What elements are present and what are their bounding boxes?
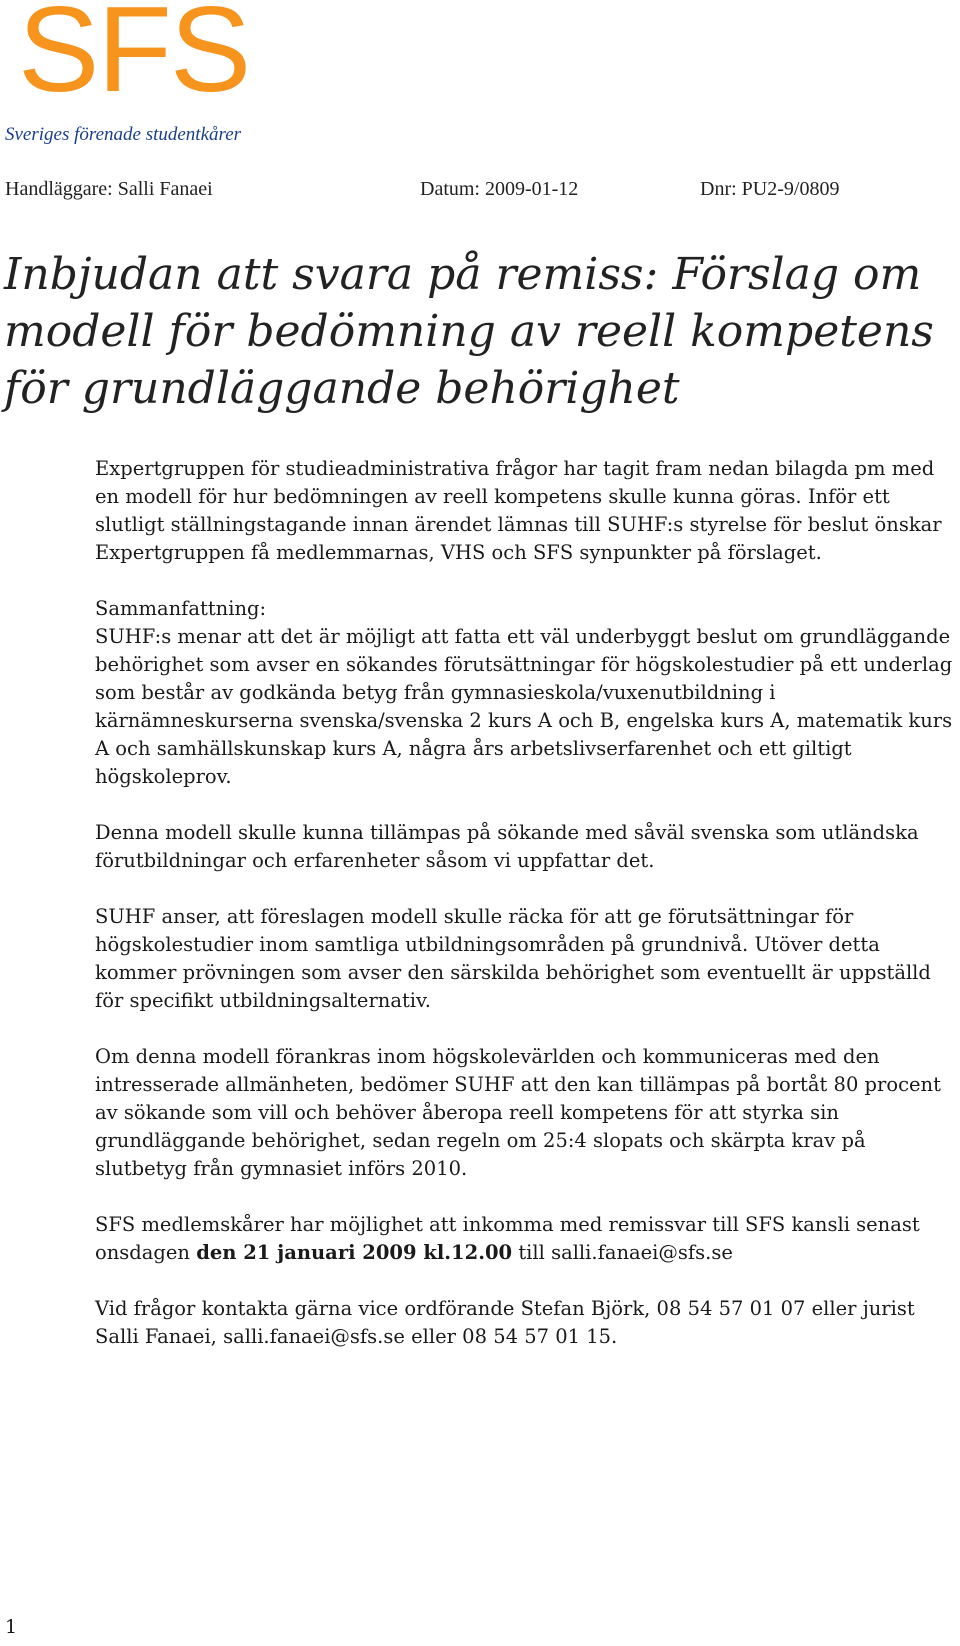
summary-paragraph: SUHF:s menar att det är möjligt att fatta ett väl underbyggt beslut om grundläggande behörighet som avser en sökandes förutsättningar för högskolestudier på ett underlag som består av godkända betyg från gymnasieskola/vuxenutbildning i kärnämneskurserna svenska/svenska 2 kurs A och B, engelska kurs A, matematik kurs A och samhällskunskap kurs A, några års arbetslivserfarenhet och ett giltigt högskoleprov. <box>95 625 953 788</box>
page-number: 1 <box>5 1616 18 1638</box>
deadline-paragraph <box>95 1211 955 1267</box>
handler-field: Handläggare: Salli Fanaei <box>5 178 213 200</box>
organization-name: Sveriges förenade studentkårer <box>5 124 242 145</box>
anchoring-paragraph: Om denna modell förankras inom högskolevärlden och kommuniceras med den intresserade allmänheten, bedömer SUHF att den kan tillämpas på bortåt 80 procent av sökande som vill och behöver åberopa reell kompetens för att styrka sin grundläggande behörighet, sedan regeln om 25:4 slopats och skärpta krav på slutbetyg från gymnasiet införs 2010. <box>95 1045 941 1180</box>
dnr-field: Dnr: PU2-9/0809 <box>700 178 840 200</box>
suhf-paragraph: SUHF anser, att föreslagen modell skulle räcka för att ge förutsättningar för högskolestudier inom samtliga utbildningsområden på grundnivå. Utöver detta kommer prövningen som avser den särskilda behörighet som eventuellt är uppställd för specifikt utbildningsalternativ. <box>95 905 931 1012</box>
document-body <box>95 455 955 1379</box>
document-title: Inbjudan att svara på remiss: Förslag om modell för bedömning av reell kompetens för grundläggande behörighet <box>4 249 934 414</box>
deadline-date: den 21 januari 2009 kl.12.00 <box>196 1241 513 1264</box>
summary-heading: Sammanfattning: <box>95 597 267 620</box>
contact-paragraph: Vid frågor kontakta gärna vice ordförande Stefan Björk, 08 54 57 01 07 eller jurist Salli Fanaei, salli.fanaei@sfs.se eller 08 54 57 01 15. <box>95 1297 915 1348</box>
deadline-email: till salli.fanaei@sfs.se <box>512 1241 733 1264</box>
sfs-logo: SFS <box>18 0 250 117</box>
intro-paragraph: Expertgruppen för studieadministrativa frågor har tagit fram nedan bilagda pm med en modell för hur bedömningen av reell kompetens skulle kunna göras. Inför ett slutligt ställningstagande innan ärendet lämnas till SUHF:s styrelse för beslut önskar Expertgruppen få medlemmarnas, VHS och SFS synpunkter på förslaget. <box>95 457 942 564</box>
date-field: Datum: 2009-01-12 <box>420 178 579 200</box>
deadline-text: SFS medlemskårer har möjlighet att inkomma med remissvar till SFS kansli senast onsdagen <box>95 1213 920 1264</box>
model-paragraph: Denna modell skulle kunna tillämpas på sökande med såväl svenska som utländska förutbildningar och erfarenheter såsom vi uppfattar det. <box>95 821 919 872</box>
